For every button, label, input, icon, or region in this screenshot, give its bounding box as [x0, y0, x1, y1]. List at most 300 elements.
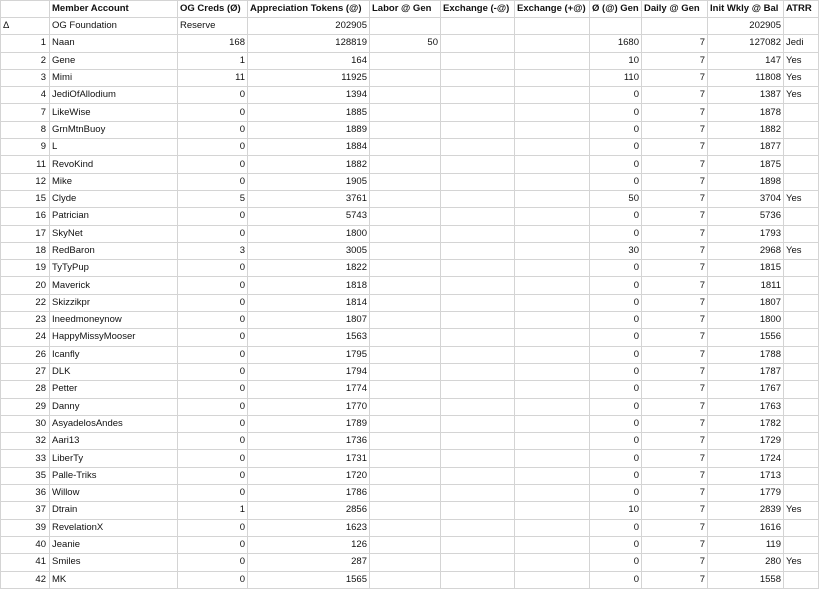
exchange-minus-cell[interactable] — [441, 519, 515, 536]
init-wkly-bal-cell[interactable]: 2839 — [708, 502, 784, 519]
og-gen-cell[interactable]: 110 — [590, 69, 642, 86]
member-name-cell[interactable]: Petter — [50, 381, 178, 398]
daily-gen-cell[interactable]: 7 — [642, 363, 708, 380]
labor-gen-cell[interactable] — [370, 415, 441, 432]
labor-gen-cell[interactable] — [370, 139, 441, 156]
exchange-plus-cell[interactable] — [515, 190, 590, 207]
exchange-minus-cell[interactable] — [441, 329, 515, 346]
exchange-minus-cell[interactable] — [441, 433, 515, 450]
exchange-plus-cell[interactable] — [515, 277, 590, 294]
member-name-cell[interactable]: RedBaron — [50, 242, 178, 259]
og-gen-cell[interactable]: 0 — [590, 121, 642, 138]
daily-gen-cell[interactable]: 7 — [642, 242, 708, 259]
appreciation-tokens-cell[interactable]: 287 — [248, 554, 370, 571]
member-name-cell[interactable]: RevoKind — [50, 156, 178, 173]
exchange-minus-cell[interactable] — [441, 242, 515, 259]
foundation-init-cell[interactable]: 202905 — [708, 18, 784, 35]
og-creds-cell[interactable]: 0 — [178, 450, 248, 467]
row-index-cell[interactable]: 11 — [1, 156, 50, 173]
foundation-exchange-minus-cell[interactable] — [441, 18, 515, 35]
atrr-cell[interactable] — [784, 277, 819, 294]
init-wkly-bal-cell[interactable]: 1878 — [708, 104, 784, 121]
appreciation-tokens-cell[interactable]: 1884 — [248, 139, 370, 156]
row-index-cell[interactable]: 20 — [1, 277, 50, 294]
row-index-cell[interactable]: 26 — [1, 346, 50, 363]
member-name-cell[interactable]: Clyde — [50, 190, 178, 207]
init-wkly-bal-cell[interactable]: 1793 — [708, 225, 784, 242]
atrr-cell[interactable]: Yes — [784, 52, 819, 69]
atrr-cell[interactable] — [784, 571, 819, 588]
member-name-cell[interactable]: Jeanie — [50, 536, 178, 553]
og-creds-cell[interactable]: 0 — [178, 536, 248, 553]
foundation-marker-cell[interactable]: Δ — [1, 18, 50, 35]
appreciation-tokens-cell[interactable]: 1565 — [248, 571, 370, 588]
daily-gen-cell[interactable]: 7 — [642, 415, 708, 432]
header-cell-appreciation-tokens[interactable]: Appreciation Tokens (@) — [248, 1, 370, 18]
exchange-plus-cell[interactable] — [515, 173, 590, 190]
init-wkly-bal-cell[interactable]: 11808 — [708, 69, 784, 86]
daily-gen-cell[interactable]: 7 — [642, 502, 708, 519]
foundation-gen-cell[interactable] — [590, 18, 642, 35]
og-creds-cell[interactable]: 0 — [178, 87, 248, 104]
daily-gen-cell[interactable]: 7 — [642, 398, 708, 415]
labor-gen-cell[interactable] — [370, 502, 441, 519]
appreciation-tokens-cell[interactable]: 1774 — [248, 381, 370, 398]
labor-gen-cell[interactable] — [370, 485, 441, 502]
labor-gen-cell[interactable] — [370, 173, 441, 190]
og-gen-cell[interactable]: 0 — [590, 294, 642, 311]
og-gen-cell[interactable]: 0 — [590, 104, 642, 121]
member-name-cell[interactable]: GrnMtnBuoy — [50, 121, 178, 138]
og-creds-cell[interactable]: 168 — [178, 35, 248, 52]
exchange-plus-cell[interactable] — [515, 519, 590, 536]
atrr-cell[interactable] — [784, 312, 819, 329]
labor-gen-cell[interactable] — [370, 312, 441, 329]
og-gen-cell[interactable]: 0 — [590, 398, 642, 415]
exchange-plus-cell[interactable] — [515, 571, 590, 588]
row-index-cell[interactable]: 1 — [1, 35, 50, 52]
og-gen-cell[interactable]: 0 — [590, 260, 642, 277]
exchange-plus-cell[interactable] — [515, 381, 590, 398]
og-creds-cell[interactable]: 0 — [178, 363, 248, 380]
labor-gen-cell[interactable] — [370, 536, 441, 553]
exchange-minus-cell[interactable] — [441, 87, 515, 104]
init-wkly-bal-cell[interactable]: 5736 — [708, 208, 784, 225]
labor-gen-cell[interactable] — [370, 277, 441, 294]
init-wkly-bal-cell[interactable]: 1788 — [708, 346, 784, 363]
labor-gen-cell[interactable] — [370, 329, 441, 346]
og-gen-cell[interactable]: 0 — [590, 139, 642, 156]
daily-gen-cell[interactable]: 7 — [642, 381, 708, 398]
atrr-cell[interactable] — [784, 433, 819, 450]
atrr-cell[interactable]: Yes — [784, 190, 819, 207]
init-wkly-bal-cell[interactable]: 2968 — [708, 242, 784, 259]
og-gen-cell[interactable]: 0 — [590, 467, 642, 484]
exchange-plus-cell[interactable] — [515, 363, 590, 380]
appreciation-tokens-cell[interactable]: 1786 — [248, 485, 370, 502]
exchange-plus-cell[interactable] — [515, 35, 590, 52]
og-gen-cell[interactable]: 1680 — [590, 35, 642, 52]
member-name-cell[interactable]: SkyNet — [50, 225, 178, 242]
row-index-cell[interactable]: 39 — [1, 519, 50, 536]
appreciation-tokens-cell[interactable]: 1807 — [248, 312, 370, 329]
exchange-minus-cell[interactable] — [441, 554, 515, 571]
daily-gen-cell[interactable]: 7 — [642, 104, 708, 121]
og-gen-cell[interactable]: 0 — [590, 277, 642, 294]
row-index-cell[interactable]: 24 — [1, 329, 50, 346]
daily-gen-cell[interactable]: 7 — [642, 156, 708, 173]
member-name-cell[interactable]: RevelationX — [50, 519, 178, 536]
exchange-plus-cell[interactable] — [515, 52, 590, 69]
member-name-cell[interactable]: LiberTy — [50, 450, 178, 467]
og-gen-cell[interactable]: 0 — [590, 225, 642, 242]
og-creds-cell[interactable]: 0 — [178, 277, 248, 294]
daily-gen-cell[interactable]: 7 — [642, 467, 708, 484]
daily-gen-cell[interactable]: 7 — [642, 312, 708, 329]
daily-gen-cell[interactable]: 7 — [642, 450, 708, 467]
member-name-cell[interactable]: Gene — [50, 52, 178, 69]
og-creds-cell[interactable]: 0 — [178, 294, 248, 311]
exchange-plus-cell[interactable] — [515, 87, 590, 104]
atrr-cell[interactable] — [784, 329, 819, 346]
exchange-minus-cell[interactable] — [441, 346, 515, 363]
daily-gen-cell[interactable]: 7 — [642, 536, 708, 553]
og-gen-cell[interactable]: 0 — [590, 485, 642, 502]
exchange-minus-cell[interactable] — [441, 502, 515, 519]
member-name-cell[interactable]: Willow — [50, 485, 178, 502]
init-wkly-bal-cell[interactable]: 1616 — [708, 519, 784, 536]
member-name-cell[interactable]: Icanfly — [50, 346, 178, 363]
og-creds-cell[interactable]: 0 — [178, 346, 248, 363]
atrr-cell[interactable] — [784, 363, 819, 380]
init-wkly-bal-cell[interactable]: 1898 — [708, 173, 784, 190]
og-gen-cell[interactable]: 0 — [590, 415, 642, 432]
exchange-minus-cell[interactable] — [441, 398, 515, 415]
og-creds-cell[interactable]: 0 — [178, 571, 248, 588]
member-name-cell[interactable]: DLK — [50, 363, 178, 380]
og-creds-cell[interactable]: 0 — [178, 415, 248, 432]
exchange-minus-cell[interactable] — [441, 277, 515, 294]
og-creds-cell[interactable]: 0 — [178, 312, 248, 329]
exchange-plus-cell[interactable] — [515, 121, 590, 138]
labor-gen-cell[interactable] — [370, 260, 441, 277]
atrr-cell[interactable] — [784, 415, 819, 432]
daily-gen-cell[interactable]: 7 — [642, 329, 708, 346]
exchange-minus-cell[interactable] — [441, 467, 515, 484]
og-gen-cell[interactable]: 0 — [590, 208, 642, 225]
exchange-plus-cell[interactable] — [515, 156, 590, 173]
og-gen-cell[interactable]: 0 — [590, 381, 642, 398]
daily-gen-cell[interactable]: 7 — [642, 35, 708, 52]
foundation-exchange-plus-cell[interactable] — [515, 18, 590, 35]
exchange-plus-cell[interactable] — [515, 225, 590, 242]
init-wkly-bal-cell[interactable]: 1811 — [708, 277, 784, 294]
og-gen-cell[interactable]: 0 — [590, 536, 642, 553]
appreciation-tokens-cell[interactable]: 1623 — [248, 519, 370, 536]
row-index-cell[interactable]: 36 — [1, 485, 50, 502]
og-gen-cell[interactable]: 10 — [590, 502, 642, 519]
daily-gen-cell[interactable]: 7 — [642, 554, 708, 571]
init-wkly-bal-cell[interactable]: 1807 — [708, 294, 784, 311]
atrr-cell[interactable] — [784, 225, 819, 242]
daily-gen-cell[interactable]: 7 — [642, 346, 708, 363]
foundation-tokens-cell[interactable]: 202905 — [248, 18, 370, 35]
labor-gen-cell[interactable] — [370, 87, 441, 104]
og-creds-cell[interactable]: 0 — [178, 433, 248, 450]
appreciation-tokens-cell[interactable]: 1889 — [248, 121, 370, 138]
init-wkly-bal-cell[interactable]: 1877 — [708, 139, 784, 156]
og-gen-cell[interactable]: 0 — [590, 346, 642, 363]
appreciation-tokens-cell[interactable]: 1822 — [248, 260, 370, 277]
og-creds-cell[interactable]: 1 — [178, 52, 248, 69]
og-creds-cell[interactable]: 0 — [178, 104, 248, 121]
header-cell-index[interactable] — [1, 1, 50, 18]
exchange-plus-cell[interactable] — [515, 242, 590, 259]
appreciation-tokens-cell[interactable]: 1731 — [248, 450, 370, 467]
row-index-cell[interactable]: 15 — [1, 190, 50, 207]
appreciation-tokens-cell[interactable]: 5743 — [248, 208, 370, 225]
og-creds-cell[interactable]: 0 — [178, 485, 248, 502]
header-cell-init-wkly-bal[interactable]: Init Wkly @ Bal — [708, 1, 784, 18]
row-index-cell[interactable]: 42 — [1, 571, 50, 588]
og-creds-cell[interactable]: 0 — [178, 121, 248, 138]
labor-gen-cell[interactable] — [370, 121, 441, 138]
og-creds-cell[interactable]: 0 — [178, 398, 248, 415]
header-cell-exchange-minus[interactable]: Exchange (-@) — [441, 1, 515, 18]
init-wkly-bal-cell[interactable]: 1387 — [708, 87, 784, 104]
row-index-cell[interactable]: 41 — [1, 554, 50, 571]
atrr-cell[interactable] — [784, 104, 819, 121]
og-creds-cell[interactable]: 0 — [178, 260, 248, 277]
atrr-cell[interactable]: Yes — [784, 87, 819, 104]
exchange-minus-cell[interactable] — [441, 260, 515, 277]
daily-gen-cell[interactable]: 7 — [642, 208, 708, 225]
labor-gen-cell[interactable] — [370, 225, 441, 242]
member-name-cell[interactable]: MK — [50, 571, 178, 588]
foundation-daily-cell[interactable] — [642, 18, 708, 35]
labor-gen-cell[interactable] — [370, 450, 441, 467]
init-wkly-bal-cell[interactable]: 1782 — [708, 415, 784, 432]
exchange-minus-cell[interactable] — [441, 536, 515, 553]
appreciation-tokens-cell[interactable]: 1770 — [248, 398, 370, 415]
exchange-minus-cell[interactable] — [441, 173, 515, 190]
member-name-cell[interactable]: TyTyPup — [50, 260, 178, 277]
exchange-minus-cell[interactable] — [441, 139, 515, 156]
og-gen-cell[interactable]: 10 — [590, 52, 642, 69]
foundation-og-creds-cell[interactable]: Reserve — [178, 18, 248, 35]
og-gen-cell[interactable]: 0 — [590, 433, 642, 450]
atrr-cell[interactable] — [784, 139, 819, 156]
member-name-cell[interactable]: Aari13 — [50, 433, 178, 450]
appreciation-tokens-cell[interactable]: 1789 — [248, 415, 370, 432]
labor-gen-cell[interactable] — [370, 104, 441, 121]
labor-gen-cell[interactable] — [370, 190, 441, 207]
member-name-cell[interactable]: Ineedmoneynow — [50, 312, 178, 329]
exchange-minus-cell[interactable] — [441, 485, 515, 502]
init-wkly-bal-cell[interactable]: 1763 — [708, 398, 784, 415]
exchange-plus-cell[interactable] — [515, 69, 590, 86]
og-gen-cell[interactable]: 50 — [590, 190, 642, 207]
exchange-minus-cell[interactable] — [441, 312, 515, 329]
og-gen-cell[interactable]: 0 — [590, 554, 642, 571]
appreciation-tokens-cell[interactable]: 1795 — [248, 346, 370, 363]
member-name-cell[interactable]: Mimi — [50, 69, 178, 86]
exchange-minus-cell[interactable] — [441, 415, 515, 432]
labor-gen-cell[interactable] — [370, 381, 441, 398]
og-creds-cell[interactable]: 0 — [178, 208, 248, 225]
atrr-cell[interactable] — [784, 398, 819, 415]
atrr-cell[interactable]: Yes — [784, 554, 819, 571]
atrr-cell[interactable] — [784, 467, 819, 484]
header-cell-daily-gen[interactable]: Daily @ Gen — [642, 1, 708, 18]
row-index-cell[interactable]: 8 — [1, 121, 50, 138]
member-name-cell[interactable]: HappyMissyMooser — [50, 329, 178, 346]
init-wkly-bal-cell[interactable]: 1779 — [708, 485, 784, 502]
init-wkly-bal-cell[interactable]: 1815 — [708, 260, 784, 277]
daily-gen-cell[interactable]: 7 — [642, 294, 708, 311]
exchange-plus-cell[interactable] — [515, 312, 590, 329]
exchange-minus-cell[interactable] — [441, 294, 515, 311]
exchange-plus-cell[interactable] — [515, 554, 590, 571]
exchange-minus-cell[interactable] — [441, 363, 515, 380]
exchange-plus-cell[interactable] — [515, 415, 590, 432]
og-gen-cell[interactable]: 30 — [590, 242, 642, 259]
row-index-cell[interactable]: 12 — [1, 173, 50, 190]
member-name-cell[interactable]: L — [50, 139, 178, 156]
atrr-cell[interactable] — [784, 346, 819, 363]
daily-gen-cell[interactable]: 7 — [642, 139, 708, 156]
row-index-cell[interactable]: 19 — [1, 260, 50, 277]
og-creds-cell[interactable]: 0 — [178, 156, 248, 173]
labor-gen-cell[interactable] — [370, 69, 441, 86]
foundation-name-cell[interactable]: OG Foundation — [50, 18, 178, 35]
atrr-cell[interactable]: Yes — [784, 242, 819, 259]
row-index-cell[interactable]: 16 — [1, 208, 50, 225]
labor-gen-cell[interactable] — [370, 433, 441, 450]
appreciation-tokens-cell[interactable]: 164 — [248, 52, 370, 69]
labor-gen-cell[interactable] — [370, 363, 441, 380]
row-index-cell[interactable]: 17 — [1, 225, 50, 242]
member-name-cell[interactable]: Patrician — [50, 208, 178, 225]
row-index-cell[interactable]: 18 — [1, 242, 50, 259]
og-gen-cell[interactable]: 0 — [590, 363, 642, 380]
labor-gen-cell[interactable] — [370, 519, 441, 536]
exchange-plus-cell[interactable] — [515, 536, 590, 553]
exchange-minus-cell[interactable] — [441, 571, 515, 588]
row-index-cell[interactable]: 37 — [1, 502, 50, 519]
init-wkly-bal-cell[interactable]: 1558 — [708, 571, 784, 588]
exchange-plus-cell[interactable] — [515, 450, 590, 467]
init-wkly-bal-cell[interactable]: 1713 — [708, 467, 784, 484]
init-wkly-bal-cell[interactable]: 1767 — [708, 381, 784, 398]
atrr-cell[interactable] — [784, 485, 819, 502]
atrr-cell[interactable] — [784, 294, 819, 311]
appreciation-tokens-cell[interactable]: 1885 — [248, 104, 370, 121]
member-name-cell[interactable]: Skizzikpr — [50, 294, 178, 311]
og-gen-cell[interactable]: 0 — [590, 450, 642, 467]
atrr-cell[interactable] — [784, 156, 819, 173]
daily-gen-cell[interactable]: 7 — [642, 52, 708, 69]
og-creds-cell[interactable]: 0 — [178, 139, 248, 156]
exchange-minus-cell[interactable] — [441, 121, 515, 138]
og-creds-cell[interactable]: 11 — [178, 69, 248, 86]
labor-gen-cell[interactable] — [370, 346, 441, 363]
init-wkly-bal-cell[interactable]: 1800 — [708, 312, 784, 329]
init-wkly-bal-cell[interactable]: 127082 — [708, 35, 784, 52]
labor-gen-cell[interactable] — [370, 467, 441, 484]
appreciation-tokens-cell[interactable]: 11925 — [248, 69, 370, 86]
appreciation-tokens-cell[interactable]: 1563 — [248, 329, 370, 346]
row-index-cell[interactable]: 32 — [1, 433, 50, 450]
header-cell-atrr[interactable]: ATRR — [784, 1, 819, 18]
og-gen-cell[interactable]: 0 — [590, 312, 642, 329]
daily-gen-cell[interactable]: 7 — [642, 225, 708, 242]
exchange-plus-cell[interactable] — [515, 398, 590, 415]
exchange-minus-cell[interactable] — [441, 52, 515, 69]
atrr-cell[interactable] — [784, 260, 819, 277]
labor-gen-cell[interactable] — [370, 571, 441, 588]
row-index-cell[interactable]: 3 — [1, 69, 50, 86]
atrr-cell[interactable] — [784, 536, 819, 553]
appreciation-tokens-cell[interactable]: 1882 — [248, 156, 370, 173]
exchange-plus-cell[interactable] — [515, 208, 590, 225]
init-wkly-bal-cell[interactable]: 147 — [708, 52, 784, 69]
appreciation-tokens-cell[interactable]: 1818 — [248, 277, 370, 294]
row-index-cell[interactable]: 30 — [1, 415, 50, 432]
row-index-cell[interactable]: 2 — [1, 52, 50, 69]
exchange-plus-cell[interactable] — [515, 329, 590, 346]
daily-gen-cell[interactable]: 7 — [642, 485, 708, 502]
daily-gen-cell[interactable]: 7 — [642, 571, 708, 588]
og-gen-cell[interactable]: 0 — [590, 87, 642, 104]
og-gen-cell[interactable]: 0 — [590, 329, 642, 346]
appreciation-tokens-cell[interactable]: 1736 — [248, 433, 370, 450]
init-wkly-bal-cell[interactable]: 3704 — [708, 190, 784, 207]
exchange-plus-cell[interactable] — [515, 467, 590, 484]
row-index-cell[interactable]: 40 — [1, 536, 50, 553]
init-wkly-bal-cell[interactable]: 1729 — [708, 433, 784, 450]
og-creds-cell[interactable]: 0 — [178, 519, 248, 536]
member-name-cell[interactable]: Palle-Triks — [50, 467, 178, 484]
daily-gen-cell[interactable]: 7 — [642, 121, 708, 138]
exchange-minus-cell[interactable] — [441, 450, 515, 467]
member-name-cell[interactable]: AsyadelosAndes — [50, 415, 178, 432]
exchange-plus-cell[interactable] — [515, 502, 590, 519]
atrr-cell[interactable] — [784, 121, 819, 138]
init-wkly-bal-cell[interactable]: 1724 — [708, 450, 784, 467]
appreciation-tokens-cell[interactable]: 3005 — [248, 242, 370, 259]
header-cell-labor-gen[interactable]: Labor @ Gen — [370, 1, 441, 18]
atrr-cell[interactable] — [784, 519, 819, 536]
labor-gen-cell[interactable] — [370, 294, 441, 311]
row-index-cell[interactable]: 9 — [1, 139, 50, 156]
exchange-plus-cell[interactable] — [515, 346, 590, 363]
daily-gen-cell[interactable]: 7 — [642, 190, 708, 207]
init-wkly-bal-cell[interactable]: 1875 — [708, 156, 784, 173]
daily-gen-cell[interactable]: 7 — [642, 69, 708, 86]
og-creds-cell[interactable]: 5 — [178, 190, 248, 207]
member-name-cell[interactable]: LikeWise — [50, 104, 178, 121]
exchange-minus-cell[interactable] — [441, 381, 515, 398]
row-index-cell[interactable]: 33 — [1, 450, 50, 467]
member-name-cell[interactable]: Mike — [50, 173, 178, 190]
exchange-plus-cell[interactable] — [515, 485, 590, 502]
appreciation-tokens-cell[interactable]: 2856 — [248, 502, 370, 519]
header-cell-og-gen[interactable]: Ø (@) Gen — [590, 1, 642, 18]
labor-gen-cell[interactable]: 50 — [370, 35, 441, 52]
og-creds-cell[interactable]: 0 — [178, 173, 248, 190]
daily-gen-cell[interactable]: 7 — [642, 277, 708, 294]
